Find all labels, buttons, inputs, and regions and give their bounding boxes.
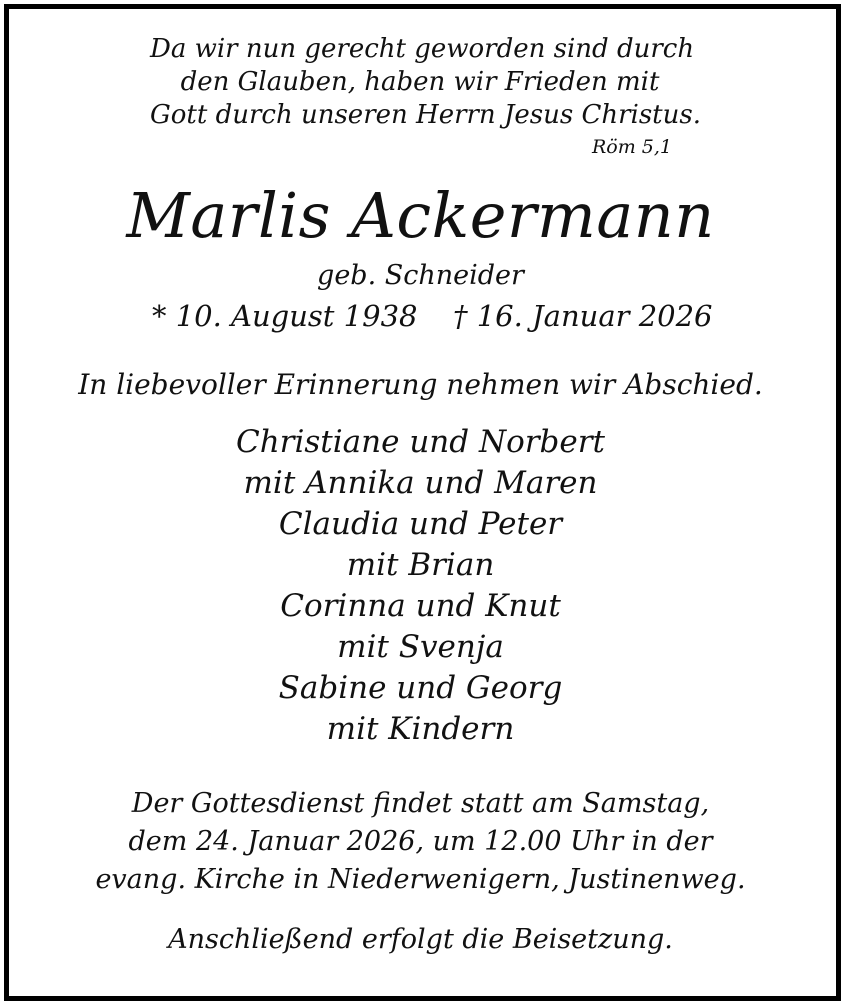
bible-verse <box>150 33 701 132</box>
birth-date: * 10. August 1938 <box>152 299 418 333</box>
service-line: Der Gottesdienst findet statt am Samstag, <box>131 788 710 819</box>
birth-name: geb. Schneider <box>317 260 524 291</box>
farewell-text: In liebevoller Erinnerung nehmen wir Abschied. <box>78 368 763 401</box>
mourner-line: mit Svenja <box>337 629 504 665</box>
death-date: † 16. Januar 2026 <box>453 299 713 333</box>
burial-info: Anschließend erfolgt die Beisetzung. <box>168 924 673 955</box>
service-line: dem 24. Januar 2026, um 12.00 Uhr in der <box>128 826 713 857</box>
service-line: evang. Kirche in Niederwenigern, Justinenweg. <box>95 864 746 895</box>
verse-line: den Glauben, haben wir Frieden mit <box>180 67 660 97</box>
verse-line: Gott durch unseren Herrn Jesus Christus. <box>150 100 701 130</box>
mourner-line: Corinna und Knut <box>280 588 561 624</box>
mourner-line: mit Annika und Maren <box>243 465 598 501</box>
verse-reference: Röm 5,1 <box>591 136 672 158</box>
mourner-line: Claudia und Peter <box>278 506 563 542</box>
mourners-list <box>0 422 841 750</box>
mourner-line: mit Brian <box>346 547 495 583</box>
mourner-line: mit Kindern <box>326 711 515 747</box>
service-info <box>0 785 841 899</box>
mourner-line: Christiane und Norbert <box>235 424 606 460</box>
mourner-line: Sabine und Georg <box>278 670 563 706</box>
deceased-name: Marlis Ackermann <box>126 179 715 252</box>
life-dates <box>0 299 841 339</box>
verse-line: Da wir nun gerecht geworden sind durch <box>150 34 695 64</box>
